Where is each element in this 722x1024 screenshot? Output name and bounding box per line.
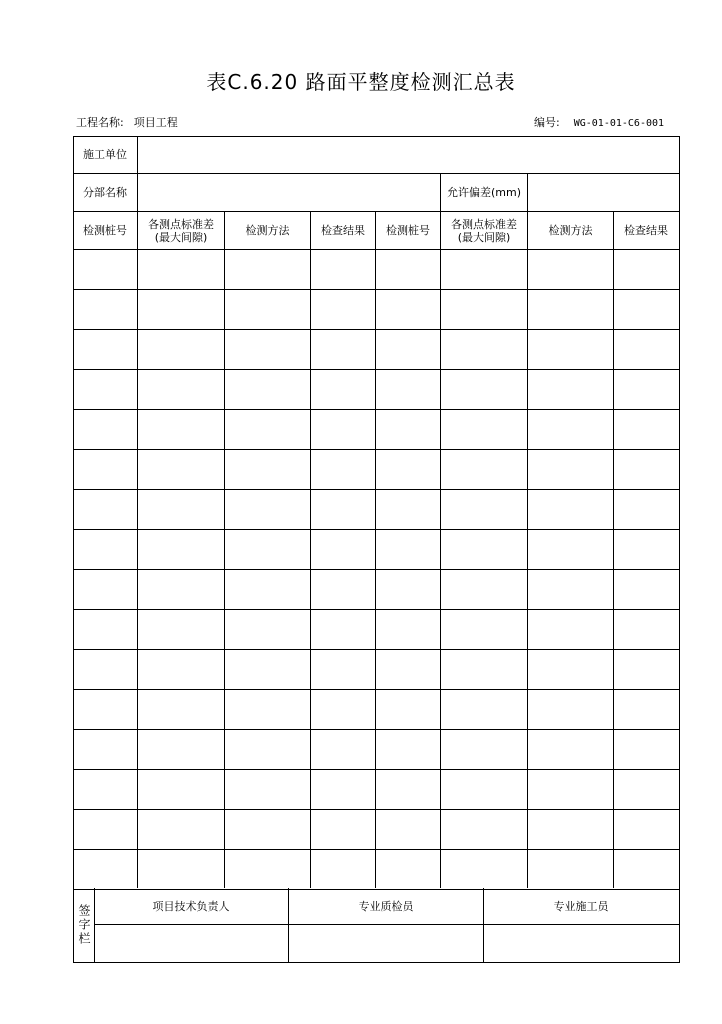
table-cell[interactable] — [528, 810, 613, 849]
table-cell[interactable] — [614, 610, 678, 649]
table-cell[interactable] — [376, 450, 440, 489]
table-cell[interactable] — [614, 530, 678, 569]
table-cell[interactable] — [528, 570, 613, 609]
table-cell[interactable] — [73, 530, 137, 569]
form-code — [534, 114, 664, 130]
table-cell[interactable] — [441, 370, 527, 409]
signature-label-text: 签字栏 — [77, 903, 91, 946]
table-cell[interactable] — [528, 330, 613, 369]
signature-role-label: 项目技术负责人 — [152, 899, 230, 913]
table-cell[interactable] — [138, 850, 224, 889]
table-cell[interactable] — [73, 650, 137, 689]
grid-line — [94, 888, 95, 962]
table-cell[interactable] — [376, 650, 440, 689]
table-cell[interactable] — [225, 330, 310, 369]
table-cell[interactable] — [614, 250, 678, 289]
table-cell[interactable] — [225, 730, 310, 769]
table-cell[interactable] — [441, 810, 527, 849]
signature-field[interactable] — [484, 925, 678, 961]
table-cell[interactable] — [311, 690, 375, 729]
grid-line — [73, 769, 679, 770]
grid-line — [73, 889, 679, 890]
grid-line — [527, 173, 528, 211]
grid-line — [440, 173, 441, 211]
table-cell[interactable] — [138, 650, 224, 689]
table-cell[interactable] — [376, 410, 440, 449]
table-cell[interactable] — [528, 450, 613, 489]
table-cell[interactable] — [614, 850, 678, 889]
table-cell[interactable] — [441, 410, 527, 449]
table-cell[interactable] — [614, 450, 678, 489]
column-header: 检测桩号 — [386, 224, 430, 237]
table-cell[interactable] — [311, 610, 375, 649]
signature-label — [73, 888, 94, 961]
table-cell[interactable] — [376, 250, 440, 289]
inspection-summary-table — [73, 136, 680, 963]
table-cell[interactable] — [138, 770, 224, 809]
table-cell[interactable] — [311, 570, 375, 609]
table-cell[interactable] — [138, 450, 224, 489]
grid-line — [73, 289, 679, 290]
grid-line — [73, 649, 679, 650]
table-cell[interactable] — [441, 650, 527, 689]
grid-line — [73, 689, 679, 690]
table-cell[interactable] — [311, 770, 375, 809]
table-cell[interactable] — [138, 730, 224, 769]
table-cell[interactable] — [528, 250, 613, 289]
table-cell[interactable] — [528, 850, 613, 889]
grid-line — [73, 529, 679, 530]
table-cell[interactable] — [528, 770, 613, 809]
table-cell[interactable] — [528, 290, 613, 329]
table-cell[interactable] — [528, 730, 613, 769]
grid-line — [73, 569, 679, 570]
table-cell[interactable] — [376, 610, 440, 649]
construction-unit-label: 施工单位 — [83, 148, 127, 161]
grid-line — [73, 449, 679, 450]
table-cell[interactable] — [441, 570, 527, 609]
table-cell[interactable] — [614, 770, 678, 809]
grid-line — [613, 211, 614, 888]
table-cell[interactable] — [73, 610, 137, 649]
table-cell[interactable] — [311, 450, 375, 489]
table-cell[interactable] — [376, 730, 440, 769]
table-cell[interactable] — [441, 290, 527, 329]
table-cell[interactable] — [376, 850, 440, 889]
table-cell[interactable] — [73, 850, 137, 889]
table-cell[interactable] — [441, 730, 527, 769]
table-cell[interactable] — [138, 570, 224, 609]
table-cell[interactable] — [376, 330, 440, 369]
table-cell[interactable] — [225, 490, 310, 529]
grid-line — [73, 369, 679, 370]
column-header: 检测方法 — [548, 224, 593, 237]
table-cell[interactable] — [441, 690, 527, 729]
table-cell[interactable] — [225, 290, 310, 329]
table-cell[interactable] — [311, 330, 375, 369]
column-header: 各测点标准差 (最大间隙) — [451, 217, 517, 244]
table-cell[interactable] — [138, 530, 224, 569]
table-cell[interactable] — [311, 650, 375, 689]
table-cell[interactable] — [73, 330, 137, 369]
table-cell[interactable] — [311, 730, 375, 769]
table-cell[interactable] — [614, 490, 678, 529]
signature-field[interactable] — [94, 925, 288, 961]
table-cell[interactable] — [225, 770, 310, 809]
table-cell[interactable] — [73, 490, 137, 529]
table-cell[interactable] — [376, 490, 440, 529]
table-cell[interactable] — [73, 410, 137, 449]
table-cell[interactable] — [528, 690, 613, 729]
grid-line — [73, 489, 679, 490]
grid-line — [73, 409, 679, 410]
table-cell[interactable] — [225, 410, 310, 449]
table-cell[interactable] — [614, 410, 678, 449]
table-cell[interactable] — [441, 330, 527, 369]
table-cell[interactable] — [441, 450, 527, 489]
column-header: 检查结果 — [321, 224, 365, 237]
form-code-label: 编号: — [534, 116, 560, 129]
table-cell[interactable] — [225, 570, 310, 609]
table-cell[interactable] — [311, 370, 375, 409]
table-cell[interactable] — [311, 810, 375, 849]
grid-line — [73, 249, 679, 250]
table-cell[interactable] — [376, 810, 440, 849]
table-cell[interactable] — [614, 690, 678, 729]
table-cell[interactable] — [73, 290, 137, 329]
table-cell[interactable] — [528, 370, 613, 409]
table-cell[interactable] — [614, 570, 678, 609]
table-cell[interactable] — [528, 650, 613, 689]
tolerance-label: 允许偏差(mm) — [446, 186, 521, 199]
table-cell[interactable] — [376, 530, 440, 569]
grid-line — [310, 211, 311, 888]
table-cell[interactable] — [528, 410, 613, 449]
signature-field[interactable] — [289, 925, 483, 961]
table-cell[interactable] — [441, 610, 527, 649]
table-cell[interactable] — [225, 610, 310, 649]
column-header: 检测桩号 — [83, 224, 127, 237]
construction-unit-field[interactable] — [138, 136, 678, 173]
table-cell[interactable] — [73, 570, 137, 609]
grid-line — [224, 211, 225, 888]
grid-line — [73, 729, 679, 730]
table-cell[interactable] — [614, 370, 678, 409]
sub-project-label: 分部名称 — [83, 186, 127, 199]
table-cell[interactable] — [73, 690, 137, 729]
sub-project-field[interactable] — [138, 174, 447, 211]
grid-line — [527, 211, 528, 888]
table-cell[interactable] — [528, 490, 613, 529]
table-cell[interactable] — [376, 690, 440, 729]
table-cell[interactable] — [73, 810, 137, 849]
table-cell[interactable] — [311, 530, 375, 569]
grid-line — [94, 924, 679, 925]
table-cell[interactable] — [614, 330, 678, 369]
grid-line — [73, 809, 679, 810]
grid-line — [73, 211, 679, 212]
table-cell[interactable] — [225, 450, 310, 489]
table-cell[interactable] — [138, 810, 224, 849]
grid-line — [73, 173, 679, 174]
table-cell[interactable] — [614, 650, 678, 689]
table-cell[interactable] — [441, 250, 527, 289]
table-cell[interactable] — [138, 490, 224, 529]
project-name-label: 工程名称: — [76, 116, 124, 129]
table-cell[interactable] — [73, 370, 137, 409]
signature-role-label: 专业质检员 — [358, 899, 414, 913]
table-cell[interactable] — [376, 770, 440, 809]
grid-line — [73, 849, 679, 850]
table-cell[interactable] — [225, 690, 310, 729]
project-name-value: 项目工程 — [133, 116, 178, 129]
grid-line — [375, 211, 376, 888]
tolerance-field[interactable] — [528, 174, 678, 211]
table-cell[interactable] — [614, 730, 678, 769]
table-cell[interactable] — [311, 850, 375, 889]
page-title: 表C.6.20 路面平整度检测汇总表 — [206, 70, 516, 94]
grid-line — [483, 888, 484, 962]
table-cell[interactable] — [441, 530, 527, 569]
form-code-value: WG-01-01-C6-001 — [573, 118, 665, 129]
table-cell[interactable] — [138, 690, 224, 729]
table-cell[interactable] — [441, 850, 527, 889]
column-header: 检查结果 — [624, 224, 668, 237]
grid-line — [137, 211, 138, 888]
project-name — [76, 114, 178, 130]
table-cell[interactable] — [376, 570, 440, 609]
grid-line — [440, 211, 441, 888]
table-cell[interactable] — [73, 250, 137, 289]
table-cell[interactable] — [225, 810, 310, 849]
table-cell[interactable] — [225, 650, 310, 689]
table-cell[interactable] — [376, 290, 440, 329]
table-cell[interactable] — [225, 250, 310, 289]
table-cell[interactable] — [225, 370, 310, 409]
table-cell[interactable] — [614, 290, 678, 329]
table-cell[interactable] — [311, 250, 375, 289]
grid-line — [73, 609, 679, 610]
table-cell[interactable] — [73, 770, 137, 809]
table-cell[interactable] — [441, 770, 527, 809]
table-cell[interactable] — [138, 250, 224, 289]
grid-line — [288, 888, 289, 962]
table-cell[interactable] — [441, 490, 527, 529]
table-cell[interactable] — [311, 490, 375, 529]
table-cell[interactable] — [138, 370, 224, 409]
column-header: 各测点标准差 (最大间隙) — [148, 217, 214, 244]
table-cell[interactable] — [528, 610, 613, 649]
table-cell[interactable] — [138, 290, 224, 329]
table-cell[interactable] — [73, 450, 137, 489]
table-cell[interactable] — [138, 330, 224, 369]
table-cell[interactable] — [138, 410, 224, 449]
table-cell[interactable] — [73, 730, 137, 769]
table-cell[interactable] — [138, 610, 224, 649]
column-header: 检测方法 — [245, 224, 290, 237]
table-cell[interactable] — [376, 370, 440, 409]
grid-line — [73, 329, 679, 330]
table-cell[interactable] — [311, 410, 375, 449]
table-cell[interactable] — [225, 850, 310, 889]
table-cell[interactable] — [614, 810, 678, 849]
table-cell[interactable] — [528, 530, 613, 569]
signature-role-label: 专业施工员 — [553, 899, 609, 913]
table-cell[interactable] — [311, 290, 375, 329]
table-cell[interactable] — [225, 530, 310, 569]
